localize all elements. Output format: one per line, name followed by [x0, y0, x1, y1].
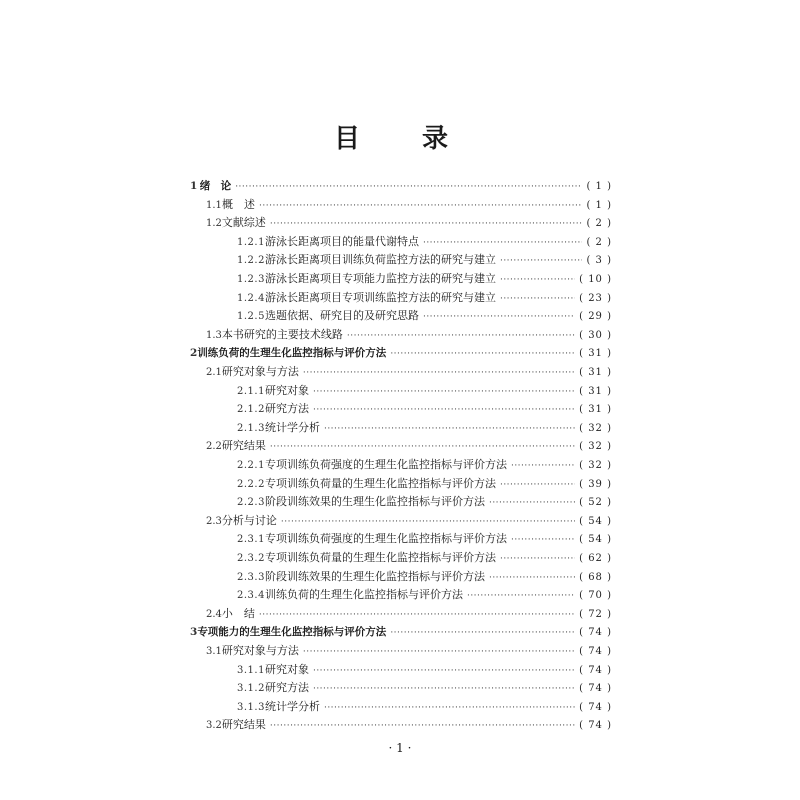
toc-entry [237, 289, 612, 308]
toc-entry [237, 475, 612, 494]
toc-entry [190, 344, 612, 363]
toc-entry [237, 530, 612, 549]
dot-leader [324, 420, 575, 439]
toc-entry-number: 3.1.1 [237, 664, 265, 676]
dot-leader [511, 531, 575, 550]
toc-entry-page: ( 2 ) [586, 218, 612, 230]
toc-entry-title: 本书研究的主要技术线路 [221, 327, 343, 341]
toc-entry-title: 游泳长距离项目专项能力监控方法的研究与建立 [264, 272, 496, 285]
dot-leader [313, 680, 575, 699]
toc-entry-number: 2.1.3 [237, 422, 265, 434]
toc-entry-page: ( 30 ) [579, 329, 612, 341]
toc-entry-page: ( 31 ) [579, 348, 612, 360]
dot-leader [259, 606, 575, 625]
toc-entry-number: 1 [190, 180, 198, 192]
toc-entry-title: 阶段训练效果的生理生化监控指标与评价方法 [264, 495, 485, 509]
dot-leader [500, 550, 575, 569]
toc-entry [237, 307, 612, 326]
dot-leader [489, 569, 575, 588]
page-title: 目 录 [333, 124, 466, 154]
toc-entry-page: ( 31 ) [579, 385, 612, 397]
toc-entry-title: 游泳长距离项目训练负荷监控方法的研究与建立 [264, 253, 496, 267]
toc-entry [206, 196, 612, 215]
toc-entry [237, 679, 612, 698]
dot-leader [324, 699, 575, 718]
dot-leader [313, 383, 575, 402]
toc-entry [206, 716, 612, 735]
dot-leader [511, 457, 575, 476]
toc-entry-page: ( 10 ) [579, 274, 612, 285]
toc-entry-page: ( 39 ) [579, 478, 612, 490]
toc-entry-number: 3 [190, 626, 198, 639]
toc-entry-page: ( 2 ) [586, 236, 612, 248]
toc-entry-page: ( 70 ) [579, 590, 612, 602]
toc-entry-page: ( 32 ) [579, 460, 612, 471]
dot-leader [500, 252, 583, 271]
toc-entry [190, 623, 612, 642]
toc-entry-page: ( 31 ) [579, 404, 612, 416]
toc-entry-page: ( 29 ) [579, 311, 612, 323]
dot-leader [303, 364, 575, 383]
toc-entry [206, 437, 612, 456]
dot-leader [270, 717, 575, 736]
toc-entry [237, 382, 612, 401]
dot-leader [281, 513, 575, 532]
toc-entry-number: 2 [190, 347, 198, 360]
toc-entry [237, 456, 612, 475]
toc-entry-title: 统计学分析 [264, 420, 320, 434]
toc-entry-title: 研究对象 [264, 662, 309, 676]
toc-entry-title: 文献综述 [221, 216, 266, 230]
dot-leader [467, 587, 575, 606]
toc-entry-page: ( 74 ) [579, 720, 612, 732]
toc-entry-number: 2.3.2 [237, 553, 265, 564]
dot-leader [313, 401, 575, 420]
dot-leader [489, 494, 575, 513]
toc-entry [237, 251, 612, 270]
toc-entry-page: ( 62 ) [579, 553, 612, 564]
toc-entry [237, 661, 612, 680]
toc-entry-number: 2.3 [206, 515, 222, 527]
toc-entry-title: 专项训练负荷量的生理生化监控指标与评价方法 [264, 551, 496, 564]
toc-entry-page: ( 68 ) [579, 571, 612, 583]
toc-entry [237, 549, 612, 568]
toc-entry-title: 分析与讨论 [221, 513, 277, 527]
dot-leader [313, 662, 575, 681]
toc-entry-page: ( 1 ) [586, 181, 612, 192]
toc-entry-number: 1.2.1 [237, 236, 265, 248]
toc-entry-page: ( 74 ) [579, 701, 612, 713]
toc-entry-title: 研究对象 [264, 383, 309, 397]
toc-entry-title: 研究方法 [264, 681, 309, 695]
toc-entry-title: 选题依据、研究目的及研究思路 [264, 309, 419, 323]
toc-entry-page: ( 32 ) [579, 441, 612, 453]
toc-entry-number: 2.1.1 [237, 385, 265, 397]
toc-entry-number: 1.1 [206, 199, 222, 211]
toc-entry-page: ( 32 ) [579, 422, 612, 434]
toc-entry-title: 专项训练负荷量的生理生化监控指标与评价方法 [264, 476, 496, 490]
toc-entry [237, 233, 612, 252]
toc-entry-number: 3.1.3 [237, 701, 265, 713]
toc-entry-page: ( 74 ) [579, 627, 612, 639]
toc-entry-number: 2.2.1 [237, 460, 265, 471]
toc-entry [190, 177, 612, 196]
toc-entry-number: 2.4 [206, 608, 222, 620]
toc-entry-page: ( 72 ) [579, 608, 612, 620]
toc-entry [237, 586, 612, 605]
dot-leader [270, 215, 583, 234]
toc-entry-page: ( 23 ) [579, 292, 612, 304]
toc-entry [237, 568, 612, 587]
toc-entry-number: 1.2 [206, 218, 222, 230]
dot-leader [303, 643, 575, 662]
toc-entry [237, 270, 612, 289]
toc-entry-number: 1.2.4 [237, 292, 265, 304]
toc-entry-title: 研究结果 [221, 718, 266, 732]
toc-entry [206, 605, 612, 624]
toc-entry-title: 阶段训练效果的生理生化监控指标与评价方法 [264, 569, 485, 583]
toc-entry-page: ( 1 ) [586, 199, 612, 211]
toc-entry-number: 3.1 [206, 646, 222, 657]
toc-entry [206, 214, 612, 233]
toc-entry-number: 3.2 [206, 720, 222, 732]
toc-entry-page: ( 54 ) [579, 534, 612, 546]
toc-entry-page: ( 74 ) [579, 646, 612, 657]
toc-entry-number: 3.1.2 [237, 683, 265, 695]
toc-entry-number: 1.2.3 [237, 274, 265, 285]
toc-entry-page: ( 74 ) [579, 664, 612, 676]
dot-leader [500, 476, 575, 495]
toc-entry-page: ( 54 ) [579, 515, 612, 527]
toc-entry-title: 训练负荷的生理生化监控指标与评价方法 [197, 347, 387, 360]
toc-entry-title: 专项训练负荷强度的生理生化监控指标与评价方法 [264, 458, 507, 471]
dot-leader [423, 308, 575, 327]
toc-entry-title: 绪 论 [199, 180, 232, 192]
toc-entry-number: 2.3.1 [237, 534, 265, 546]
dot-leader [500, 271, 575, 290]
toc-entry-title: 游泳长距离项目的能量代谢特点 [264, 234, 419, 248]
toc-entry-title: 游泳长距离项目专项训练监控方法的研究与建立 [264, 290, 496, 304]
dot-leader [423, 234, 583, 253]
toc-entry-page: ( 31 ) [579, 367, 612, 378]
dot-leader [235, 178, 582, 197]
toc-entry [206, 642, 612, 661]
toc-entry-title: 研究结果 [221, 439, 266, 453]
toc-entry-title: 专项能力的生理生化监控指标与评价方法 [197, 626, 387, 639]
toc-entry-title: 专项训练负荷强度的生理生化监控指标与评价方法 [264, 532, 507, 546]
toc-entry [237, 493, 612, 512]
toc-entry-number: 2.2.3 [237, 497, 265, 509]
dot-leader [259, 197, 582, 216]
toc-entry-number: 1.2.5 [237, 311, 265, 323]
dot-leader [270, 438, 575, 457]
toc-entry-title: 研究对象与方法 [221, 365, 299, 378]
toc-entry-page: ( 52 ) [579, 497, 612, 509]
toc-entry [206, 512, 612, 531]
dot-leader [347, 327, 575, 346]
toc-entry-title: 研究方法 [264, 402, 309, 416]
toc-entry-number: 2.1.2 [237, 404, 265, 416]
toc-entry [237, 698, 612, 717]
toc-entry-title: 统计学分析 [264, 699, 320, 713]
toc-entry-number: 1.2.2 [237, 255, 265, 267]
dot-leader [390, 624, 575, 643]
dot-leader [500, 290, 575, 309]
toc-entry-number: 1.3 [206, 329, 222, 341]
toc-entry-title: 概 述 [222, 197, 256, 211]
dot-leader [390, 345, 575, 364]
toc-entry [237, 419, 612, 438]
toc-entry-title: 研究对象与方法 [221, 644, 299, 657]
toc-entry-page: ( 3 ) [586, 255, 612, 267]
toc-entry-number: 2.2.2 [237, 478, 265, 490]
toc-entry-number: 2.2 [206, 441, 222, 453]
toc-entry-number: 2.3.3 [237, 571, 265, 583]
page-number: · 1 · [388, 741, 412, 755]
toc-entry-title: 训练负荷的生理生化监控指标与评价方法 [264, 588, 463, 602]
toc-entry [237, 400, 612, 419]
toc-entry [206, 363, 612, 382]
toc-entry-number: 2.1 [206, 367, 222, 378]
toc-entry-page: ( 74 ) [579, 683, 612, 695]
toc-entry [206, 326, 612, 345]
toc-entry-number: 2.3.4 [237, 590, 265, 602]
toc-entry-title: 小 结 [221, 606, 255, 620]
